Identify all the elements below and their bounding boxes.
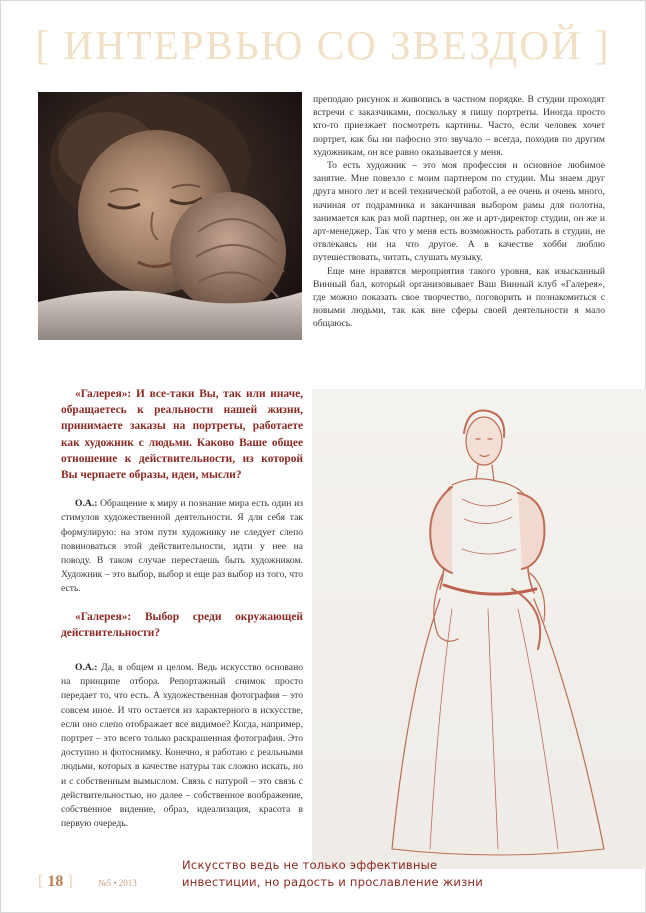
right-text-column: [313, 93, 605, 331]
pull-quote: Искусство ведь не только эффективные инвестиции, но радость и прославление жизни: [182, 858, 483, 889]
interview-question: «Галерея»: И все-таки Вы, так или иначе, обращаетесь к реальности нашей жизни, принимаете заказы на портреты, работаете как художник с людьми. Каково Ваше общее отношение к действительности, из которой Вы черпаете образы, идеи, мысли?: [61, 388, 303, 482]
issue-label: №5 • 2013: [98, 878, 137, 888]
interview-answer: [61, 661, 303, 831]
answer-speaker: О.А.:: [75, 662, 98, 674]
left-text-column: [61, 386, 303, 831]
painting-sleeping-child: [38, 92, 302, 340]
paragraph: То есть художник – это моя профессия и основное любимое занятие. Мне повезло с моим партнером по студии. Мы знаем друг друга много лет и всей технической работой, а ее очень и очень много, начиная от подрамника и заканчивая выбором рамы для полотна, занимается как раз мой партнер, он же и арт-директор студии, он же и арт-менеджер. Так что у меня есть возможность работать в студии, не отвлекаясь ни на что другое. А в качестве хобби люблю путешествовать, читать, слушать музыку.: [313, 160, 605, 264]
paragraph: преподаю рисунок и живопись в частном порядке. В студии проходят встречи с заказчиками, поскольку я пишу портреты. Иногда просто кто-то приезжает посмотреть картины. Часто, если человек хочет портрет, как бы ни пафосно это звучало – всегда, походив по другим художникам, он все равно оказывается у меня.: [313, 94, 605, 158]
section-title: [ ИНТЕРВЬЮ СО ЗВЕЗДОЙ ]: [35, 22, 611, 68]
interview-answer: [61, 497, 303, 596]
answer-speaker: О.А.:: [75, 498, 98, 510]
interview-question: «Галерея»: Выбор среди окружающей действительности?: [61, 610, 303, 639]
painting-image: [38, 92, 302, 340]
page-number-value: 18: [47, 873, 64, 890]
bracket-close: ]: [67, 873, 73, 890]
answer-text: Да, в общем и целом. Ведь искусство основано на принципе отбора. Репортажный снимок просто передает то, что есть. А художественная фотография – это совсем иное. И что остается из характерного в искусстве, если оно слепо отображает все видимое? Когда, например, портрет – это всего только раскрашенная фотография. Это доступно и фотоснимку. Конечно, я работаю с реальными людьми, которых в качестве натуры так сложно искать, но и с собственным вымыслом. Связь с натурой – это связь с действительностью, но далее – собственное воображение, собственное видение, образ, идеализация, красота в первую очередь.: [61, 662, 303, 830]
bracket-open: [: [38, 873, 44, 890]
sketch-image: [312, 389, 646, 869]
answer-text: Обращение к миру и познание мира есть один из стимулов художественной деятельности. Я для себя так формулирую: на этом пути художнику не следует слепо повиноваться этой действительности, идти у нее на поводу. В таком случае перестаешь быть художником. Художник – это выбор, выбор и еще раз выбор из того, что есть.: [61, 498, 303, 595]
page-number: [38, 873, 73, 891]
sketch-woman-in-dress: [312, 389, 646, 869]
paragraph: Еще мне нравятся мероприятия такого уровня, как изысканный Винный бал, который организовывает Ваш Винный клуб «Галерея», где можно показать свое творчество, поговорить и познакомиться с новыми людьми, так как вне сферы своей деятельности я мало общаюсь.: [313, 265, 605, 330]
